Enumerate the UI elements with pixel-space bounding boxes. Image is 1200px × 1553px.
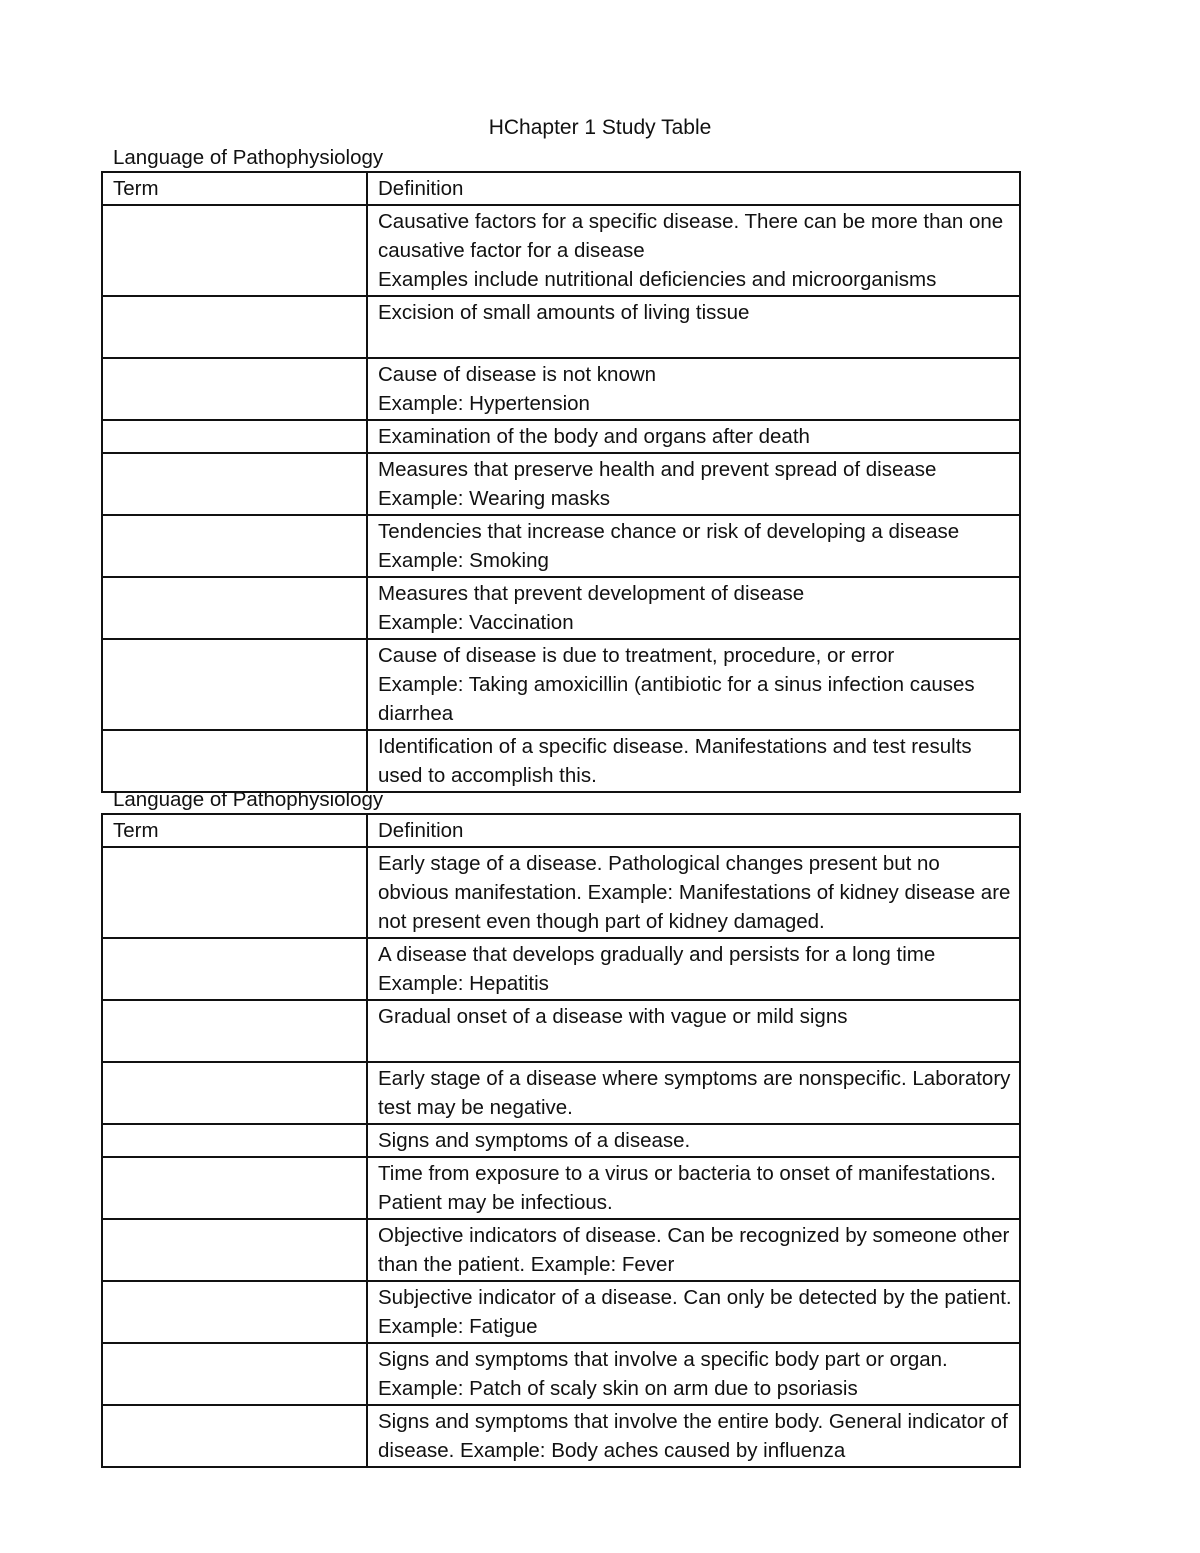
term-cell[interactable] <box>102 730 367 792</box>
definition-cell: Gradual onset of a disease with vague or mild signs <box>367 1000 1020 1062</box>
table-row <box>102 730 1020 792</box>
term-cell[interactable] <box>102 938 367 1000</box>
table-row <box>102 938 1020 1000</box>
definition-cell: Identification of a specific disease. Manifestations and test results used to accomplish this. <box>367 730 1020 792</box>
table-row <box>102 1124 1020 1157</box>
table-row <box>102 1405 1020 1467</box>
definition-cell: Subjective indicator of a disease. Can only be detected by the patient. Example: Fatigue <box>367 1281 1020 1343</box>
table-row <box>102 358 1020 420</box>
table-row <box>102 205 1020 296</box>
definition-cell: Measures that preserve health and prevent spread of disease Example: Wearing masks <box>367 453 1020 515</box>
definition-cell: Early stage of a disease where symptoms are nonspecific. Laboratory test may be negative. <box>367 1062 1020 1124</box>
definition-cell: Causative factors for a specific disease. There can be more than one causative factor for a disease Examples include nutritional deficiencies and microorganisms <box>367 205 1020 296</box>
section-heading: Language of Pathophysiology <box>113 788 384 811</box>
study-section-1 <box>101 144 1019 793</box>
table-header-row <box>102 814 1020 847</box>
study-section-2 <box>101 786 1019 1468</box>
term-cell[interactable] <box>102 205 367 296</box>
definition-cell: Time from exposure to a virus or bacteria to onset of manifestations. Patient may be infectious. <box>367 1157 1020 1219</box>
term-cell[interactable] <box>102 420 367 453</box>
table-row <box>102 847 1020 938</box>
table-row <box>102 1281 1020 1343</box>
table-row <box>102 577 1020 639</box>
table-row <box>102 515 1020 577</box>
study-table-2 <box>101 813 1021 1468</box>
term-cell[interactable] <box>102 1000 367 1062</box>
term-cell[interactable] <box>102 453 367 515</box>
definition-cell: Signs and symptoms that involve the entire body. General indicator of disease. Example: Body aches caused by influenza <box>367 1405 1020 1467</box>
term-cell[interactable] <box>102 1343 367 1405</box>
study-table-1 <box>101 171 1021 793</box>
term-cell[interactable] <box>102 1281 367 1343</box>
definition-cell: Early stage of a disease. Pathological changes present but no obvious manifestation. Example: Manifestations of kidney disease are not present even though part of kidney damaged. <box>367 847 1020 938</box>
term-cell[interactable] <box>102 358 367 420</box>
section-heading: Language of Pathophysiology <box>113 146 384 169</box>
definition-cell: Cause of disease is not known Example: Hypertension <box>367 358 1020 420</box>
definition-cell: Signs and symptoms that involve a specific body part or organ. Example: Patch of scaly skin on arm due to psoriasis <box>367 1343 1020 1405</box>
term-cell[interactable] <box>102 296 367 358</box>
term-cell[interactable] <box>102 1219 367 1281</box>
term-cell[interactable] <box>102 515 367 577</box>
definition-cell: Excision of small amounts of living tissue <box>367 296 1020 358</box>
definition-cell: Examination of the body and organs after death <box>367 420 1020 453</box>
table-row <box>102 453 1020 515</box>
table-row <box>102 1343 1020 1405</box>
definition-cell: A disease that develops gradually and persists for a long time Example: Hepatitis <box>367 938 1020 1000</box>
term-cell[interactable] <box>102 1405 367 1467</box>
table-row <box>102 1000 1020 1062</box>
term-column-header: Term <box>102 172 367 205</box>
definition-column-header: Definition <box>367 814 1020 847</box>
table-row <box>102 1157 1020 1219</box>
table-row <box>102 1219 1020 1281</box>
term-cell[interactable] <box>102 1062 367 1124</box>
term-cell[interactable] <box>102 639 367 730</box>
definition-cell: Tendencies that increase chance or risk of developing a disease Example: Smoking <box>367 515 1020 577</box>
term-cell[interactable] <box>102 847 367 938</box>
definition-cell: Cause of disease is due to treatment, procedure, or error Example: Taking amoxicillin (antibiotic for a sinus infection causes diarrhea <box>367 639 1020 730</box>
table-row <box>102 1062 1020 1124</box>
table-header-row <box>102 172 1020 205</box>
table-row <box>102 639 1020 730</box>
definition-cell: Signs and symptoms of a disease. <box>367 1124 1020 1157</box>
definition-column-header: Definition <box>367 172 1020 205</box>
table-row <box>102 296 1020 358</box>
definition-cell: Measures that prevent development of disease Example: Vaccination <box>367 577 1020 639</box>
term-cell[interactable] <box>102 1124 367 1157</box>
term-cell[interactable] <box>102 1157 367 1219</box>
table-row <box>102 420 1020 453</box>
term-cell[interactable] <box>102 577 367 639</box>
page-title: HChapter 1 Study Table <box>488 116 712 139</box>
term-column-header: Term <box>102 814 367 847</box>
definition-cell: Objective indicators of disease. Can be recognized by someone other than the patient. Example: Fever <box>367 1219 1020 1281</box>
